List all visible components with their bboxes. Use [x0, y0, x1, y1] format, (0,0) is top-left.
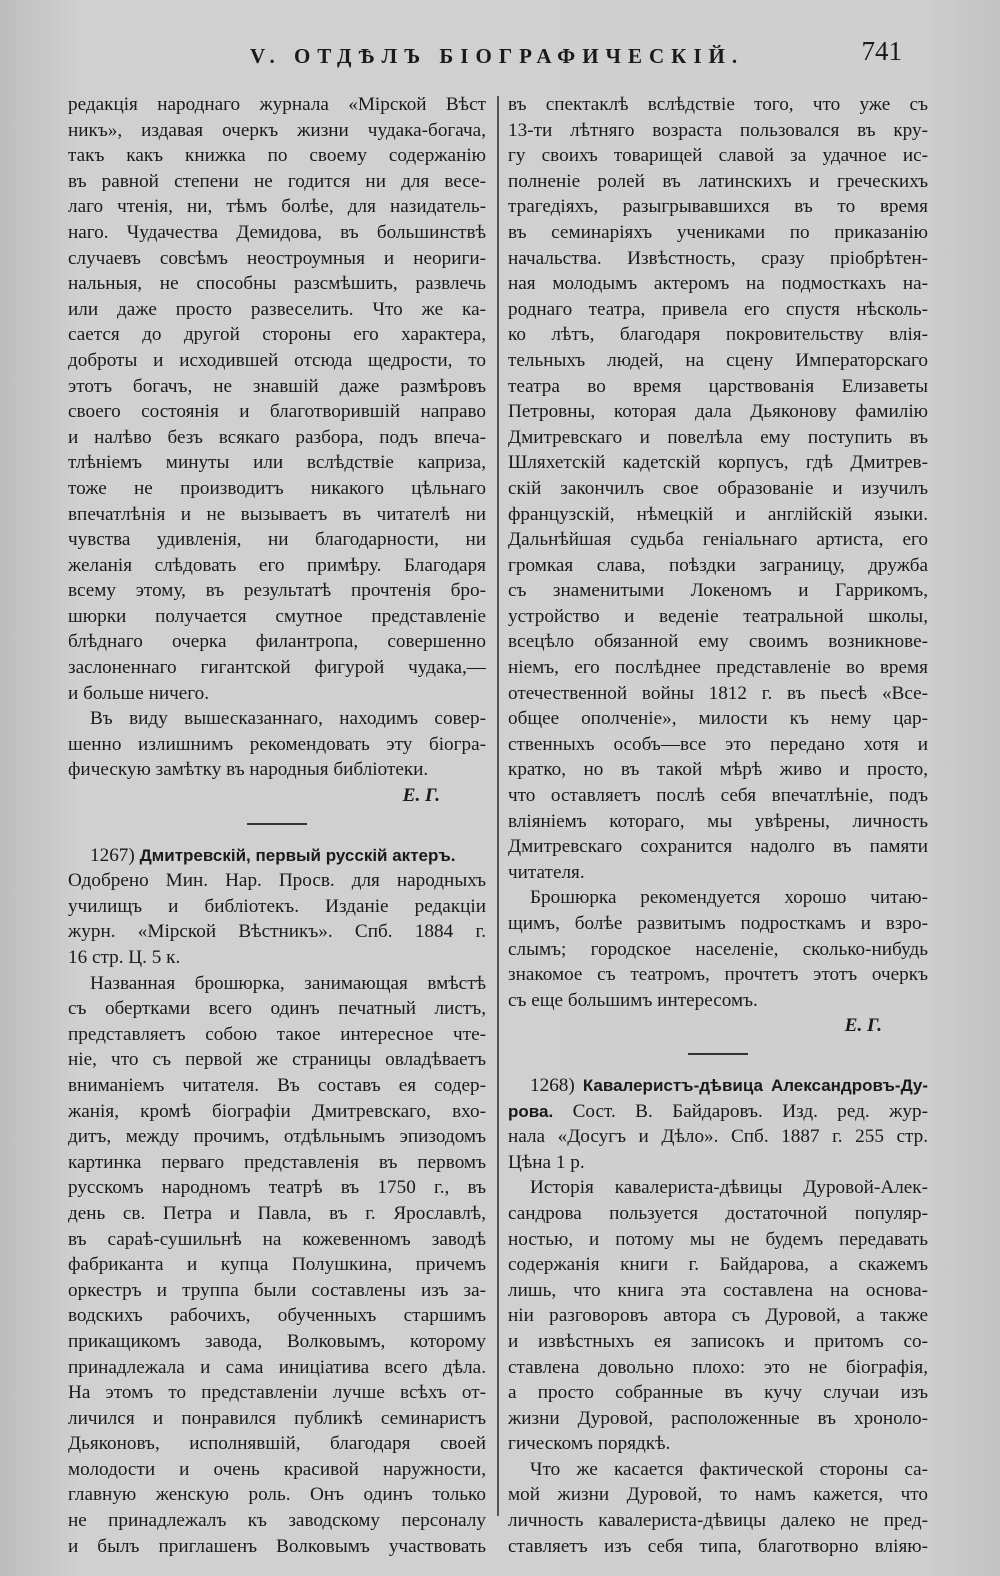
text-line: Одобрено Мин. Нар. Просв. для народныхъ	[68, 870, 486, 892]
text-line: въ равной степени не годится ни для весе-	[68, 170, 486, 192]
text-line: доброты и исходившей отсюда щедрости, то	[68, 349, 486, 371]
entry-number: 1268)	[530, 1074, 575, 1096]
text-line: ностью, и потому мы не будемъ передавать	[508, 1228, 928, 1250]
text-line: съ знаменитыми Локеномъ и Гаррикомъ,	[508, 580, 928, 602]
text-line: ко лѣтъ, благодаря покровительству влія-	[508, 324, 928, 346]
text-line: русскомъ народномъ театрѣ въ 1750 г., въ	[68, 1177, 486, 1199]
text-line: Исторія кавалериста-дѣвицы Дуровой-Алек-	[530, 1177, 928, 1199]
text-line: и извѣстныхъ ея записокъ и притомъ со-	[508, 1330, 928, 1352]
text-line: 13-ти лѣтняго возраста пользовался въ кру-	[508, 119, 928, 141]
text-line: наго. Чудачества Демидова, въ большинствѣ	[68, 221, 486, 243]
text-line: сандрова пользуется достаточной популяр-	[508, 1202, 928, 1224]
text-line: заслоненнаго гигантской фигурой чудака,—	[68, 657, 486, 679]
text-line: ставляетъ изъ себя типа, благотворно вліяю-	[508, 1535, 928, 1557]
entry-details	[68, 868, 486, 970]
text-line: читателя.	[508, 861, 585, 883]
text-line: Брошюрка рекомендуется хорошо читаю-	[530, 887, 928, 909]
text-line: начальства. Извѣстность, сразу пріобрѣтен-	[508, 247, 928, 269]
text-line: Шляхетскій кадетскій корпусъ, гдѣ Дмитрев-	[508, 452, 928, 474]
text-line: ная молодымъ актеромъ на подмосткахъ на-	[508, 273, 928, 295]
text-line: тлѣніемъ минуты или вслѣдствіе каприза,	[68, 452, 486, 474]
text-line: оркестръ и труппа были составлены изъ за-	[68, 1279, 486, 1301]
text-line: блѣднаго очерка филантропа, совершенно	[68, 631, 486, 653]
text-line: редакція народнаго журнала «Мірской Вѣст	[68, 94, 486, 115]
text-line: тоже не производитъ никакого цѣльнаго	[68, 477, 486, 499]
text-line: Дмитревскаго и повелѣла ему поступить въ	[508, 426, 928, 448]
text-line: желанія слѣдовать его примѣру. Благодаря	[68, 554, 486, 576]
review-paragraph	[508, 1457, 928, 1559]
text-line: общее ополченіе», милости къ нему цар-	[508, 708, 928, 730]
entry-number: 1267)	[90, 844, 135, 866]
text-line: ставлена довольно плохо: это не біографія,	[508, 1356, 928, 1378]
column-divider	[497, 96, 499, 1516]
text-line: Въ виду вышесказаннаго, находимъ совер-	[90, 708, 486, 730]
entry-title-end: рова.	[508, 1101, 554, 1121]
text-line: такъ какъ книжка по своему содержанію	[68, 145, 486, 167]
reviewer-signature: Е. Г.	[402, 785, 440, 807]
text-line: Петровны, которая дала Дьяконову фамилію	[508, 401, 928, 423]
text-line: ніемъ, его послѣднее представленіе во время	[508, 657, 928, 679]
text-line: фическую замѣтку въ народныя библіотеки.	[68, 759, 429, 781]
text-line: день св. Петра и Павла, въ г. Ярославлѣ,	[68, 1202, 486, 1224]
entry-separator	[688, 1053, 748, 1055]
text-line: жизни Дуровой, расположенные въ хроноло-	[508, 1407, 928, 1429]
text-line: впечатлѣнія и не вызываетъ въ читателѣ ни	[68, 503, 486, 525]
text-line: сается до другой стороны его характера,	[68, 324, 486, 346]
text-line: прикащикомъ завода, Волковымъ, которому	[68, 1330, 486, 1352]
reviewer-signature: Е. Г.	[844, 1015, 882, 1037]
text-line: никъ», издавая очеркъ жизни чудака-богача,	[68, 119, 486, 141]
text-line: гическомъ порядкѣ.	[508, 1433, 671, 1455]
review-paragraph	[508, 1175, 928, 1457]
text-line: щимъ, болѣе развитымъ подросткамъ и взро-	[508, 913, 928, 934]
text-line: слымъ; городское населеніе, сколько-нибудь	[508, 938, 928, 960]
text-line: журн. «Мірской Вѣстникъ». Спб. 1884 г.	[68, 921, 486, 943]
text-line: ственныхъ особъ—все это передано хотя и	[508, 733, 928, 755]
entry-title: Дмитревскій, первый русскій актеръ.	[139, 845, 456, 865]
text-line: главную женскую роль. Онъ одинъ только	[68, 1484, 486, 1506]
text-line: и налѣво безъ всякаго разбора, подъ впеча-	[68, 426, 486, 448]
text-line: принадлежала и сама иниціатива всего дѣла.	[68, 1356, 486, 1378]
text-line: шюрки получается смутное представленіе	[68, 605, 486, 627]
text-line: Дмитревскаго сохранится надолго въ памяти	[508, 836, 928, 858]
text-line: содержанія книги г. Байдарова, а скажемъ	[508, 1254, 928, 1276]
text-line: 16 стр. Ц. 5 к.	[68, 947, 181, 968]
text-line: случаевъ совсѣмъ неостроумныя и неориги-	[68, 247, 486, 269]
text-line: отечественной войны 1812 г. въ пьесѣ «Все-	[508, 682, 928, 704]
left-column	[68, 92, 486, 1559]
text-line: громкая слава, поѣздки заграницу, дружба	[508, 554, 928, 576]
right-column	[508, 92, 928, 1559]
entry-separator	[247, 823, 307, 825]
text-line: На этомъ то представленіи лучше всѣхъ от-	[68, 1382, 486, 1404]
text-line: Названная брошюрка, занимающая вмѣстѣ	[90, 972, 486, 994]
text-line: полненіе ролей въ латинскихъ и греческихъ	[508, 170, 928, 192]
text-line: и былъ приглашенъ Волковымъ участвовать	[68, 1535, 486, 1557]
text-line: устройство и веденіе театральной школы,	[508, 605, 928, 627]
text-line: ніе, что съ первой же страницы овладѣваетъ	[68, 1049, 486, 1071]
text-line: вниманіемъ читателя. Въ составъ ея содер-	[68, 1074, 486, 1096]
page-number: 741	[861, 36, 902, 66]
entry-details-first: Сост. В. Байдаровъ. Изд. ред. жур-	[553, 1100, 928, 1122]
text-line: водскихъ рабочихъ, обученныхъ старшимъ	[68, 1305, 486, 1327]
review-paragraph	[68, 92, 486, 706]
text-line: что оставляетъ послѣ себя впечатлѣніе, подъ	[508, 785, 928, 807]
text-line: Что же касается фактической стороны са-	[530, 1458, 928, 1480]
text-line: въ спектаклѣ вслѣдствіе того, что уже съ	[508, 94, 928, 115]
text-line: театра во время царствованія Елизаветы	[508, 375, 928, 397]
text-line: мой жизни Дуровой, то намъ кажется, что	[508, 1484, 928, 1506]
text-line: нальныя, не способны разсмѣшить, развлечь	[68, 273, 486, 295]
text-line: Дальнѣйшая судьба геніальнаго артиста, его	[508, 529, 928, 551]
text-line: личность кавалериста-дѣвицы далеко не пред-	[508, 1510, 928, 1532]
text-line: картинка перваго представленія въ первомъ	[68, 1151, 486, 1173]
text-line: и больше ничего.	[68, 682, 210, 704]
text-line: не принадлежалъ къ заводскому персоналу	[68, 1510, 486, 1532]
text-line: своего состоянія и благотворившій направо	[68, 401, 486, 423]
section-title: V. ОТДѢЛЪ БІОГРАФИЧЕСКІЙ.	[250, 44, 745, 68]
text-line: тельныхъ людей, на сцену Императорскаго	[508, 349, 928, 371]
text-line: съ еще большимъ интересомъ.	[508, 989, 758, 1011]
text-line: скій закончилъ свое образованіе и изучилъ	[508, 477, 928, 499]
review-paragraph	[68, 971, 486, 1560]
text-line: гу своихъ товарищей славой за удачное ис-	[508, 145, 928, 167]
text-line: фабриканта и купца Полушкина, причемъ	[68, 1254, 486, 1276]
bibliographic-entry	[68, 843, 486, 971]
text-line: молодости и очень красивой наружности,	[68, 1458, 486, 1480]
text-line: знакомое съ театромъ, прочтетъ этотъ очеркъ	[508, 964, 928, 986]
text-line: нала «Досугъ и Дѣло». Спб. 1887 г. 255 стр.	[508, 1126, 928, 1148]
text-line: представляетъ собою такое интересное чте-	[68, 1023, 486, 1045]
text-line: чувства удивленія, ни благодарности, ни	[68, 529, 486, 551]
text-line: въ сараѣ-сушильнѣ на кожевенномъ заводѣ	[68, 1228, 486, 1250]
text-line: кратко, но въ такой мѣрѣ живо и просто,	[508, 759, 928, 781]
text-line: этотъ богачъ, не знавшій даже размѣровъ	[68, 375, 486, 397]
bibliographic-entry	[508, 1073, 928, 1175]
text-line: Цѣна 1 р.	[508, 1151, 585, 1173]
entry-details	[508, 1124, 928, 1175]
entry-heading	[68, 843, 486, 869]
text-line: училищъ и библіотекъ. Изданіе редакціи	[68, 895, 486, 917]
page-header	[0, 34, 1000, 74]
review-paragraph	[508, 92, 928, 885]
text-line: лишь, что книга эта составлена на основа-	[508, 1279, 928, 1301]
entry-title: Кавалеристъ-дѣвица Александровъ-Ду-	[582, 1075, 928, 1095]
text-line: а просто собранные въ кучу случаи изъ	[508, 1382, 928, 1404]
text-line: лаго чтенія, ни, тѣмъ болѣе, для назидатель-	[68, 196, 486, 218]
text-line: шенно излишнимъ рекомендовать эту біогра-	[68, 733, 486, 755]
text-line: или даже просто развеселить. Что же ка-	[68, 298, 486, 320]
text-line: въ семинаріяхъ учениками по приказанію	[508, 221, 928, 243]
text-line: французскій, нѣмецкій и англійскій языки.	[508, 503, 928, 525]
text-line: всему этому, въ результатѣ прочтенія бро-	[68, 580, 486, 602]
review-paragraph	[68, 706, 486, 783]
text-line: дитъ, между прочимъ, отдѣльнымъ эпизодомъ	[68, 1126, 486, 1148]
text-line: личился и понравился публикѣ семинаристъ	[68, 1407, 486, 1429]
text-line: Дьяконовъ, исполнявшій, благодаря своей	[68, 1433, 486, 1455]
text-line: трагедіяхъ, разыгрывавшихся въ то время	[508, 196, 928, 218]
text-line: жанія, кромѣ біографіи Дмитревскаго, вхо-	[68, 1100, 486, 1122]
text-line: всецѣло обязанной ему своимъ возникнове-	[508, 631, 928, 653]
text-line: ніи разговоровъ автора съ Дуровой, а также	[508, 1305, 928, 1327]
text-line: роднаго театра, привела его спустя нѣсколь-	[508, 298, 928, 320]
text-line: вліяніемъ котораго, мы увѣрены, личность	[508, 810, 928, 832]
review-paragraph	[508, 885, 928, 1013]
entry-heading	[508, 1073, 928, 1099]
entry-heading-cont	[508, 1099, 928, 1125]
text-line: съ обертками всего одинъ печатный листъ,	[68, 998, 486, 1020]
